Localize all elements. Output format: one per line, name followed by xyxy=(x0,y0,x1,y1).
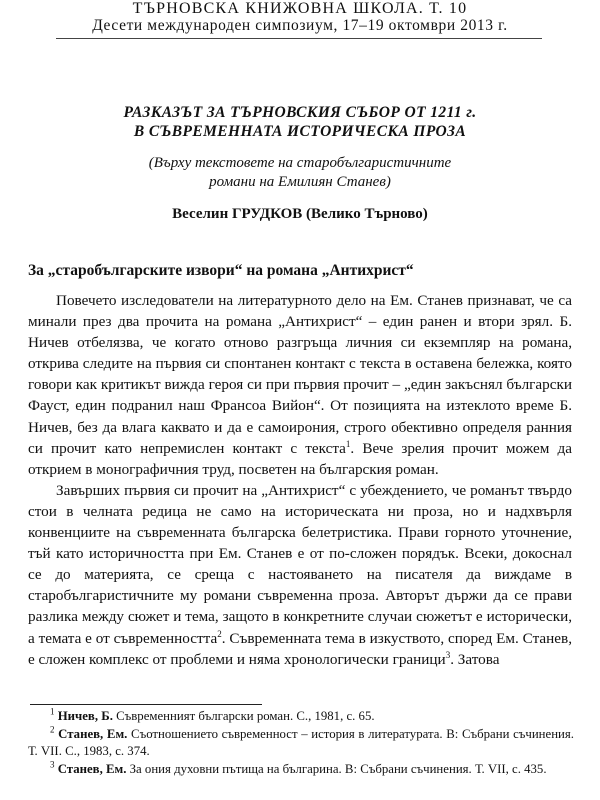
footnote-author: Ничев, Б. xyxy=(57,709,113,723)
paragraph-2-text-b: . Съвременната тема в изкуството, според Ем. Станев, е сложен комплекс от проблеми и няма хронологически граници xyxy=(28,629,572,668)
paragraph-1-text-b: . Вече зрелия прочит можем да открием в монографичния труд, посветен на българския роман. xyxy=(28,439,572,478)
paragraph-2-text-a: Завърших първия си прочит на „Антихрист“ с убеждението, че романът твърдо стои в челната редица не само на историческата ни проза, но и надхвърля конвенциите на съвременната българска белетристика. Прави горното уточнение, тъй като историчността при Ем. Станев е от по-сложен порядък. Всеки, докоснал се до материята, се среща с настояването на писателя да виждаме в старобългаристичните му романи съвременна проза. Авторът държи да се прави разлика между сюжет и тема, защото в конкретните случаи сюжетът е исторически, а темата е от съвременността xyxy=(28,481,572,647)
section-heading: За „старобългарските извори“ на романа „Антихрист“ xyxy=(28,262,414,279)
series-title: ТЪРНОВСКА КНИЖОВНА ШКОЛА. Т. 10 xyxy=(132,0,468,17)
footnote-3 xyxy=(28,761,574,779)
footnote-number: 2 xyxy=(50,724,55,735)
footnote-number: 3 xyxy=(50,759,55,770)
running-head xyxy=(0,0,600,34)
title-line-1: РАЗКАЗЪТ ЗА ТЪРНОВСКИЯ СЪБОР ОТ 1211 г. xyxy=(123,104,477,121)
header-rule xyxy=(56,38,542,39)
footnote-text: Съвременният български роман. С., 1981, с. 65. xyxy=(112,709,375,723)
body-text xyxy=(28,290,572,670)
footnote-1 xyxy=(28,708,574,726)
footnote-ref-2: 2 xyxy=(217,628,222,639)
footnote-text: Съотношението съвременност – история в литературата. В: Събрани съчинения. Т. VII. С., 1983, с. 374. xyxy=(28,726,574,759)
footnotes xyxy=(28,708,574,778)
author-line: Веселин ГРУДКОВ (Велико Търново) xyxy=(172,206,428,222)
footnote-text: За ония духовни пътища на българина. В: Събрани съчинения. Т. VII, с. 435. xyxy=(126,761,547,776)
article-title xyxy=(40,103,560,141)
paragraph-2-text-c: . Затова xyxy=(450,650,500,668)
subtitle-line-1: (Върху текстовете на старобългаристичните xyxy=(148,155,452,171)
footnote-ref-3: 3 xyxy=(445,649,451,660)
footnote-ref-1: 1 xyxy=(345,438,351,449)
paragraph-2 xyxy=(28,480,572,670)
footnote-rule xyxy=(30,704,262,705)
footnote-author: Станев, Ем. xyxy=(58,726,128,741)
footnote-2 xyxy=(28,726,574,761)
article-subtitle xyxy=(70,154,530,192)
footnote-author: Станев, Ем. xyxy=(57,761,127,776)
paragraph-1-text-a: Повечето изследователи на литературното дело на Ем. Станев признават, че са минали през два прочита на романа „Антихрист“ – един ранен и втори зрял. Б. Ничев отбелязва, че когато отново разгръща личния си екземпляр на романа, открива следите на първия си спонтанен контакт с текста в оставена бележка, която говори как критикът вижда героя си при първия прочит – „един закъснял български Фауст, един подранил наш Франсоа Вийон“. От позицията на изтеклото време Б. Ничев, без да влага каквато и да е самоирония, строго обективно определя ранния си прочит като непремислен контакт с текста xyxy=(28,292,572,457)
conference-line: Десети международен симпозиум, 17–19 октомври 2013 г. xyxy=(92,17,508,34)
footnote-number: 1 xyxy=(50,706,55,717)
paragraph-1 xyxy=(28,290,572,480)
title-line-2: В СЪВРЕМЕННАТА ИСТОРИЧЕСКА ПРОЗА xyxy=(133,123,467,140)
subtitle-line-2: романи на Емилиян Станев) xyxy=(209,174,391,190)
